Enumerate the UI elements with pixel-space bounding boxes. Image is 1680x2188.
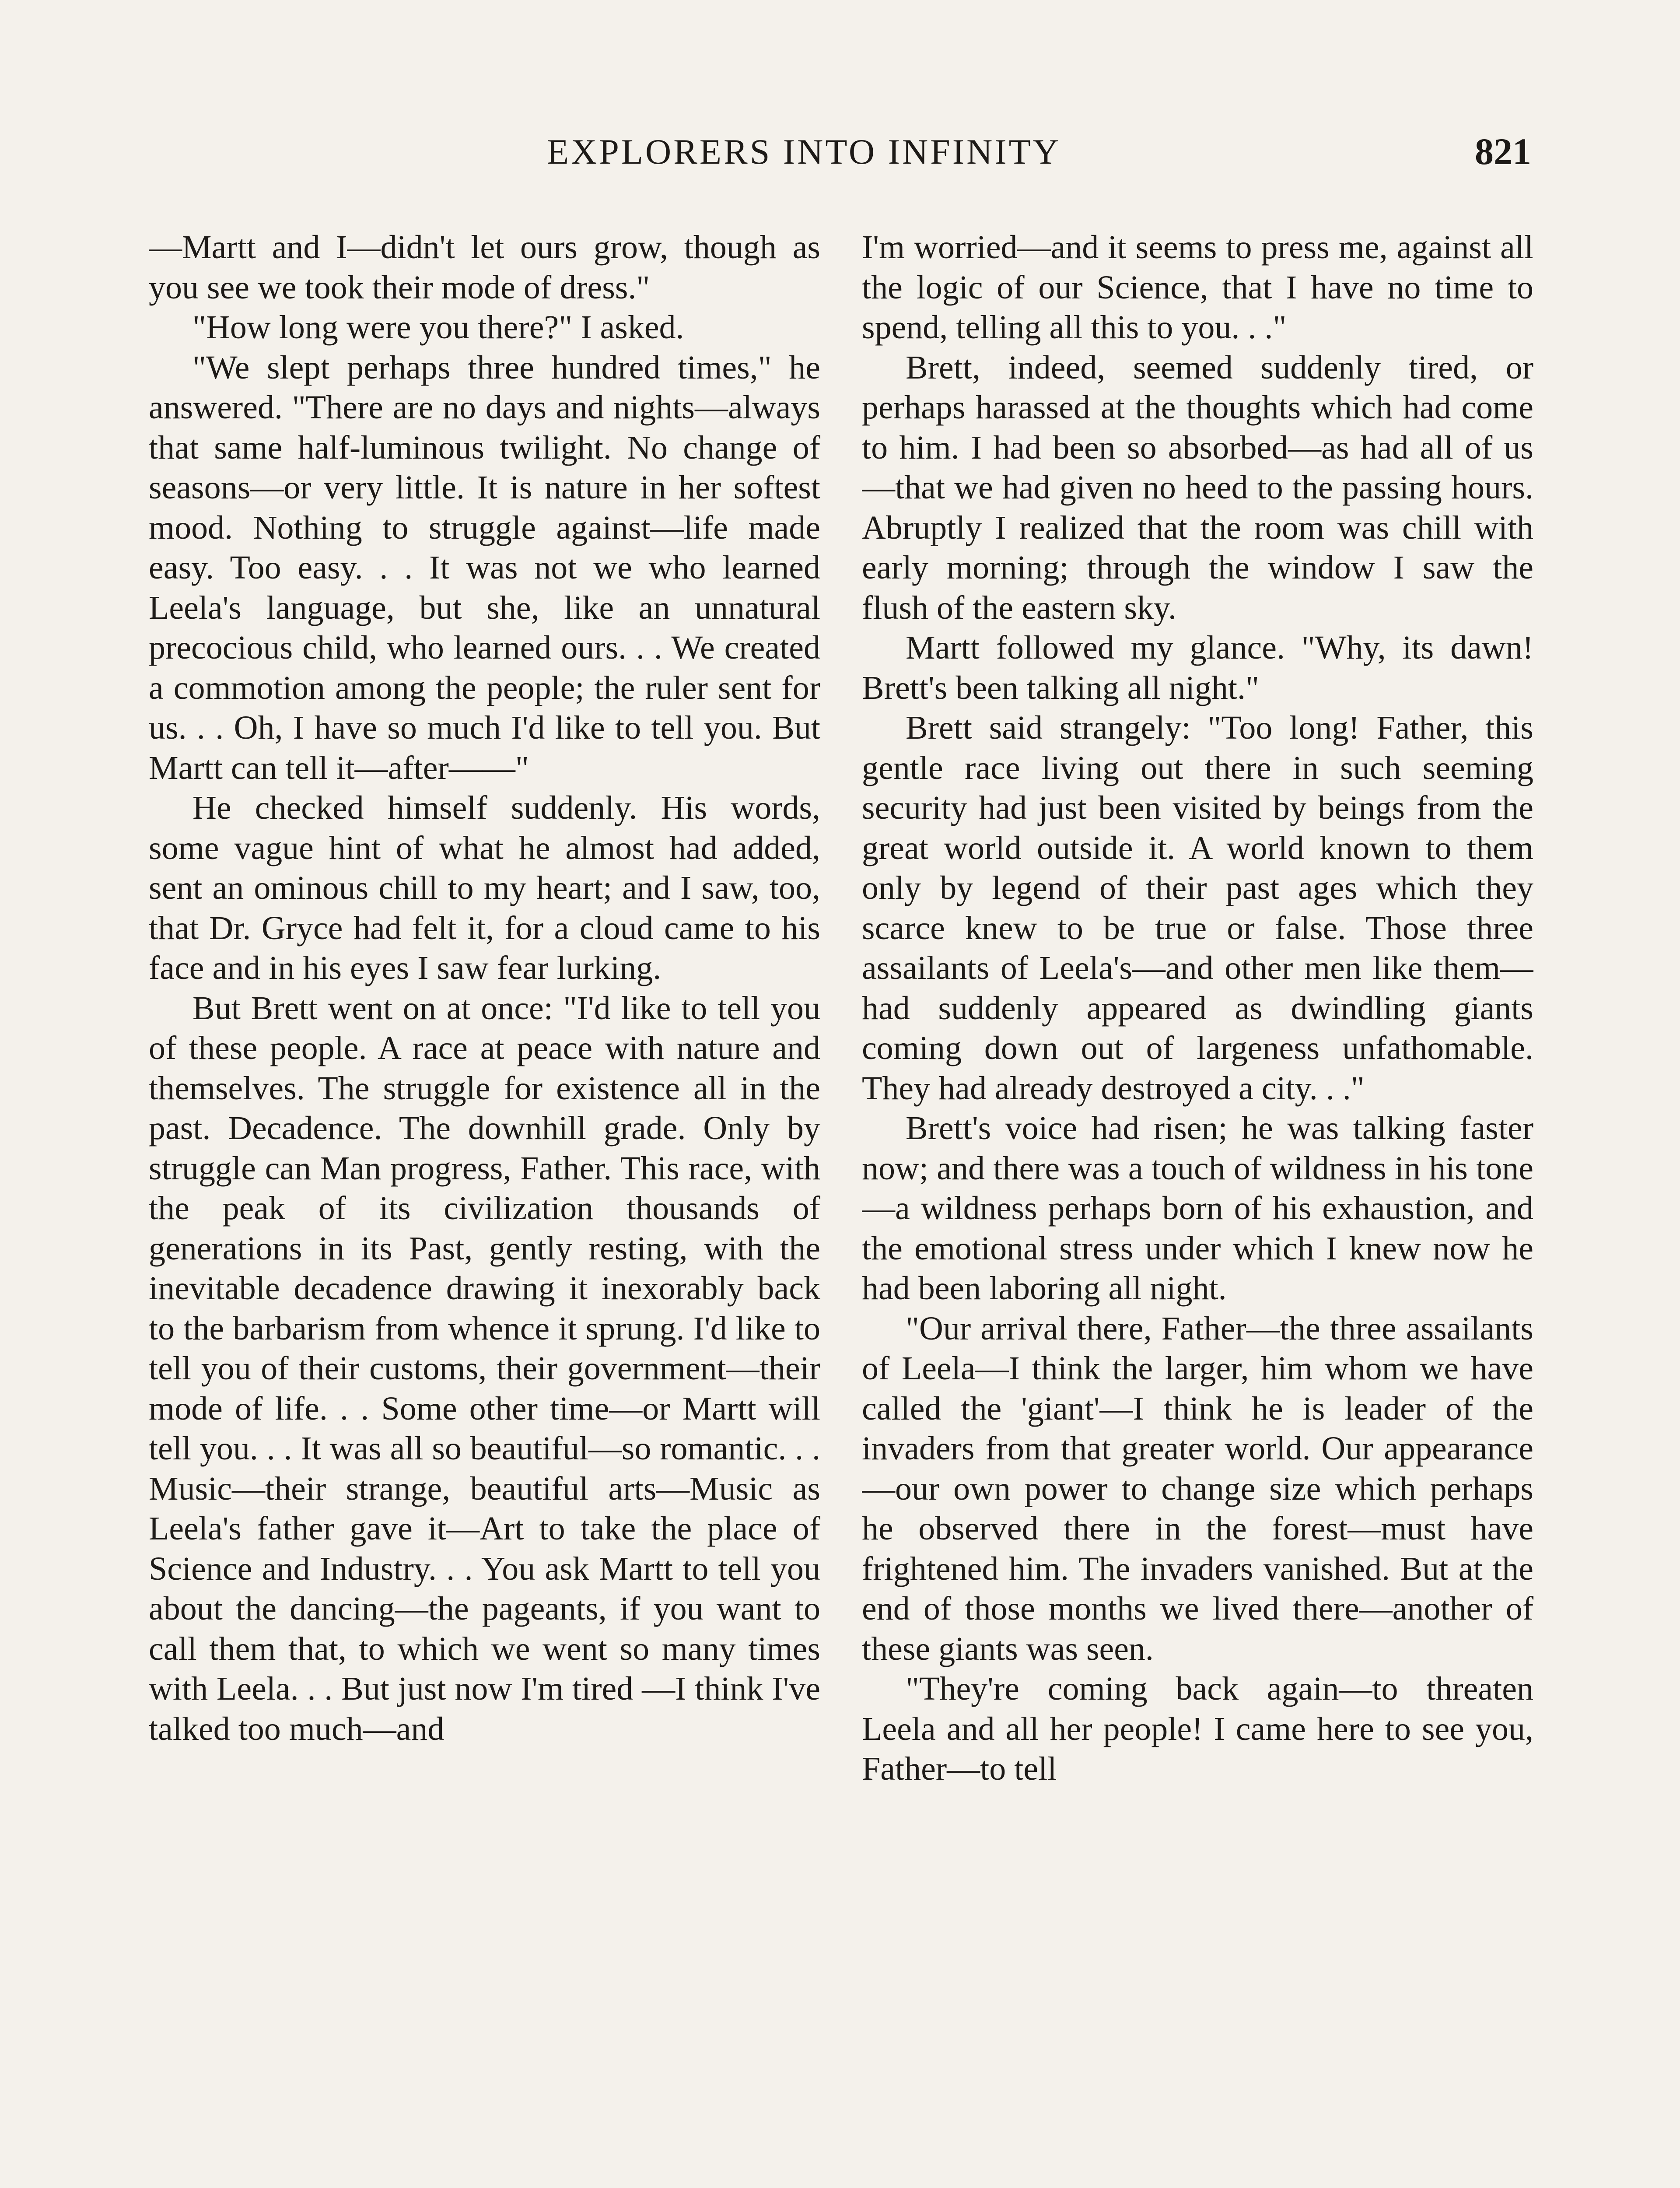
paragraph: Brett said strangely: "Too long! Father, this gentle race living out there in such seeming security had just been visited by beings from the great world outside it. A world known to them only by legend of their past ages which they scarce knew to be true or false. Those three assailants of Leela's—and other men like them—had suddenly appeared as dwindling giants coming down out of largeness unfathomable. They had already destroyed a city. . ." [862, 709, 1533, 1107]
page-header [144, 131, 1531, 184]
paragraph: I'm worried—and it seems to press me, against all the logic of our Science, that I have no time to spend, telling all this to you. . ." [862, 229, 1533, 346]
paragraph: "How long were you there?" I asked. [192, 309, 684, 346]
paragraph: "We slept perhaps three hundred times," he answered. "There are no days and nights—always that same half-luminous twilight. No change of seasons—or very little. It is nature in her softest mood. Nothing to struggle against—life made easy. Too easy. . . It was not we who learned Leela's language, but she, like an unnatural precocious child, who learned ours. . . We created a commotion among the people; the ruler sent for us. . . Oh, I have so much I'd like to tell you. But Martt can tell it—after——" [149, 349, 820, 786]
paragraph: —Martt and I—didn't let ours grow, though as you see we took their mode of dress." [149, 229, 820, 306]
paragraph: "They're coming back again—to threaten Leela and all her people! I came here to see you, Father—to tell [862, 1670, 1533, 1787]
page-number: 821 [1475, 130, 1531, 172]
paragraph: Brett's voice had risen; he was talking faster now; and there was a touch of wildness in his tone—a wildness perhaps born of his exhaustion, and the emotional stress under which I knew now he had been laboring all night. [862, 1110, 1533, 1307]
paragraph: But Brett went on at once: "I'd like to tell you of these people. A race at peace with nature and themselves. The struggle for existence all in the past. Decadence. The downhill grade. Only by struggle can Man progress, Father. This race, with the peak of its civilization thousands of generations in its Past, gently resting, with the inevitable decadence drawing it inexorably back to the barbarism from whence it sprung. I'd like to tell you of their customs, their government—their mode of life. . . Some other time—or Martt will tell you. . . It was all so beautiful—so romantic. . . Music—their strange, beautiful arts—Music as Leela's father gave it—Art to take the place of Science and Industry. . . You ask Martt to tell you about the dancing—the pageants, if you want to call them that, to which we went so many times with Leela. . . But just now I'm tired —I think I've talked too much—and [149, 989, 820, 1747]
left-column [149, 228, 820, 2188]
paragraph: Brett, indeed, seemed suddenly tired, or perhaps harassed at the thoughts which had come to him. I had been so absorbed—as had all of us—that we had given no heed to the passing hours. Abruptly I realized that the room was chill with early morning; through the window I saw the flush of the eastern sky. [862, 349, 1533, 626]
paragraph: Martt followed my glance. "Why, its dawn! Brett's been talking all night." [862, 629, 1533, 706]
paragraph: "Our arrival there, Father—the three assailants of Leela—I think the larger, him whom we have called the 'giant'—I think he is leader of the invaders from that greater world. Our appearance—our own power to change size which perhaps he observed there in the forest—must have frightened him. The invaders vanished. But at the end of those months we lived there—another of these giants was seen. [862, 1310, 1533, 1667]
paragraph: He checked himself suddenly. His words, some vague hint of what he almost had added, sent an ominous chill to my heart; and I saw, too, that Dr. Gryce had felt it, for a cloud came to his face and in his eyes I saw fear lurking. [149, 789, 820, 986]
right-column [862, 228, 1533, 2188]
running-title: EXPLORERS INTO INFINITY [547, 132, 1061, 172]
